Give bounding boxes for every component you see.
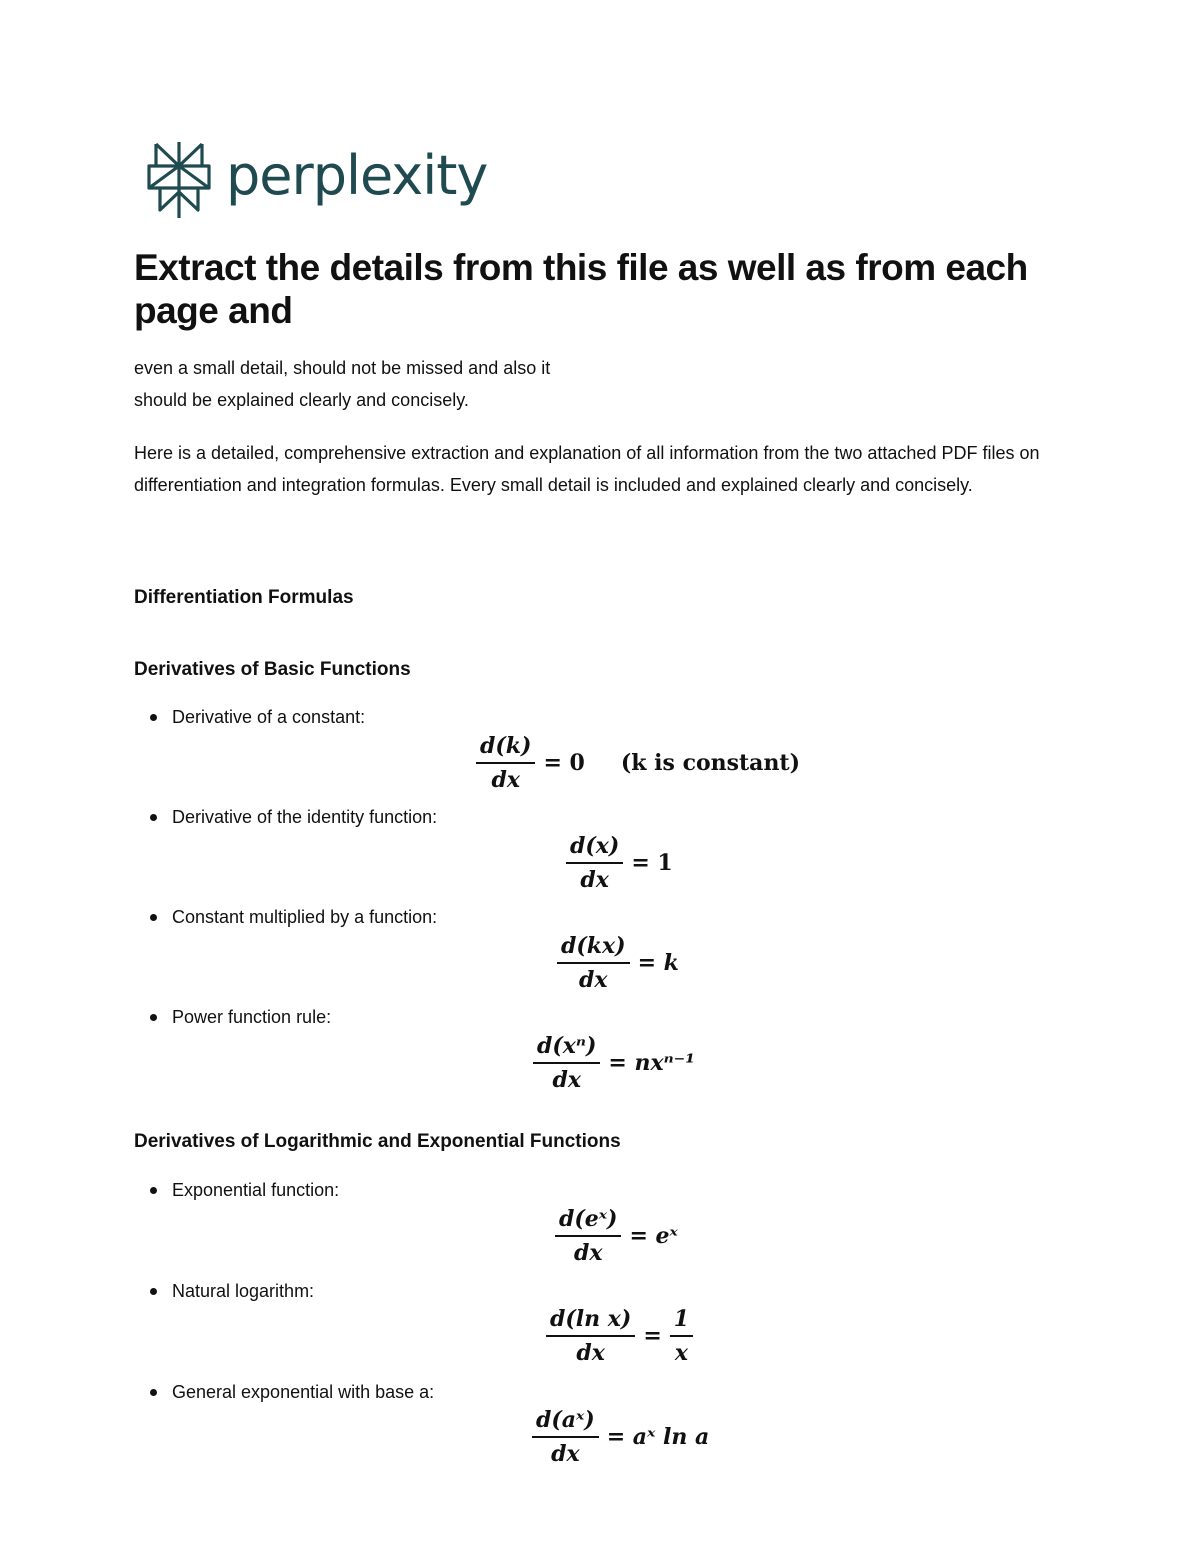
denominator: dx xyxy=(579,967,608,993)
list-item xyxy=(150,1179,339,1201)
rhs-fraction xyxy=(670,1306,693,1366)
numerator: d(eˣ) xyxy=(555,1206,621,1237)
denominator: dx xyxy=(573,1240,603,1266)
formula-rhs: = aˣ ln a xyxy=(606,1424,710,1450)
intro-paragraph: Here is a detailed, comprehensive extraction and explanation of all information from the two attached PDF files on differentiation and integration formulas. Every small detail is included and explained clearly and concisely. xyxy=(134,443,1040,495)
formula-general-exponential xyxy=(532,1407,709,1467)
perplexity-logo xyxy=(146,140,487,220)
item-label: General exponential with base a: xyxy=(172,1382,435,1402)
fraction xyxy=(566,833,623,893)
fraction xyxy=(557,933,630,993)
numerator: d(x) xyxy=(566,833,623,864)
section-heading: Differentiation Formulas xyxy=(134,587,354,608)
rhs-numerator: 1 xyxy=(670,1306,693,1337)
item-label: Exponential function: xyxy=(172,1180,340,1200)
page-title: Extract the details from this file as well as from each page and xyxy=(134,247,1028,331)
numerator: d(aˣ) xyxy=(532,1407,599,1438)
bullet-icon xyxy=(150,1389,157,1396)
subtitle-line-2: should be explained clearly and concisely. xyxy=(134,390,469,410)
formula-note: (k is constant) xyxy=(620,750,801,776)
subtitle-line-1: even a small detail, should not be missed and also it xyxy=(134,358,551,378)
item-label: Derivative of a constant: xyxy=(172,707,366,727)
denominator: dx xyxy=(551,1441,580,1467)
item-label: Constant multiplied by a function: xyxy=(172,907,438,927)
bullet-icon xyxy=(150,1014,157,1021)
item-label: Derivative of the identity function: xyxy=(172,807,438,827)
formula-rhs: = eˣ xyxy=(629,1223,678,1249)
formula-power-rule xyxy=(533,1033,695,1093)
item-label: Power function rule: xyxy=(172,1007,332,1027)
numerator: d(ln x) xyxy=(546,1306,635,1337)
list-item xyxy=(150,1280,314,1302)
formula-identity xyxy=(566,833,673,893)
formula-natural-log xyxy=(546,1306,701,1366)
formula-constant-multiple xyxy=(557,933,679,993)
numerator: d(k) xyxy=(476,733,535,764)
fraction xyxy=(555,1206,621,1266)
denominator: dx xyxy=(576,1340,605,1366)
fraction xyxy=(533,1033,600,1093)
fraction xyxy=(546,1306,635,1366)
bullet-icon xyxy=(150,1288,157,1295)
formula-rhs: = nxⁿ⁻¹ xyxy=(608,1050,695,1076)
formula-rhs: = xyxy=(643,1323,662,1349)
subsection-heading-log-exp: Derivatives of Logarithmic and Exponential Functions xyxy=(134,1131,621,1152)
item-label: Natural logarithm: xyxy=(172,1281,315,1301)
fraction xyxy=(532,1407,599,1467)
list-item xyxy=(150,706,365,728)
numerator: d(kx) xyxy=(557,933,630,964)
perplexity-logo-icon xyxy=(146,140,212,220)
list-item xyxy=(150,906,437,928)
formula-exponential xyxy=(555,1206,678,1266)
list-item xyxy=(150,1381,434,1403)
denominator: dx xyxy=(491,767,520,793)
bullet-icon xyxy=(150,1187,157,1194)
bullet-icon xyxy=(150,714,157,721)
numerator: d(xⁿ) xyxy=(533,1033,600,1064)
formula-constant xyxy=(476,733,800,793)
bullet-icon xyxy=(150,914,157,921)
formula-rhs: = 0 xyxy=(543,750,585,776)
bullet-icon xyxy=(150,814,157,821)
denominator: dx xyxy=(580,867,609,893)
subsection-heading-basic: Derivatives of Basic Functions xyxy=(134,659,411,680)
rhs-denominator: x xyxy=(674,1340,688,1366)
denominator: dx xyxy=(552,1067,581,1093)
fraction xyxy=(476,733,535,793)
formula-rhs: = 1 xyxy=(631,850,673,876)
formula-rhs: = k xyxy=(637,950,679,976)
list-item xyxy=(150,806,437,828)
perplexity-wordmark: perplexity xyxy=(226,144,488,207)
list-item xyxy=(150,1006,331,1028)
